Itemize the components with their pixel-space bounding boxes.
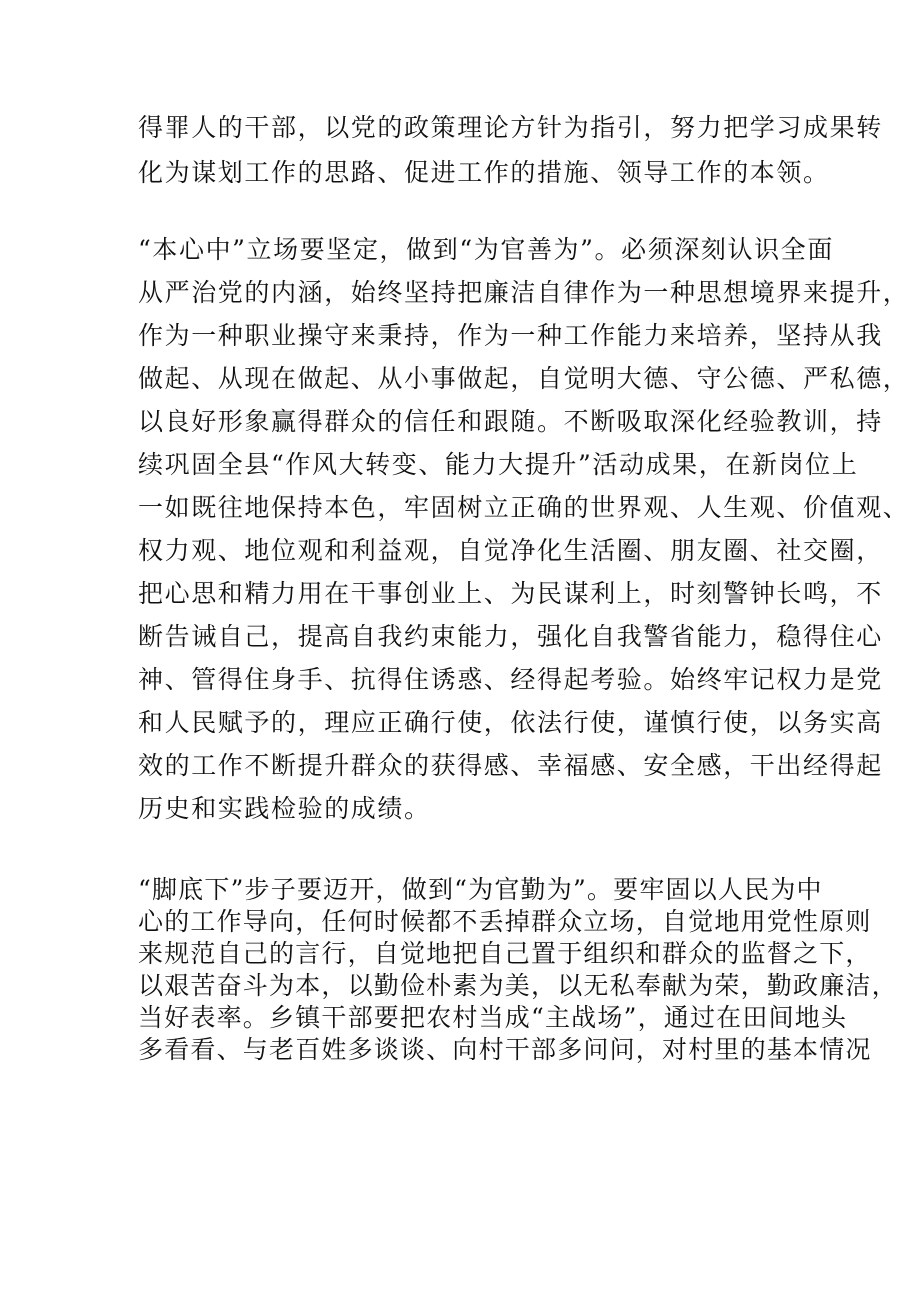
text-line: 以艰苦奋斗为本，以勤俭朴素为美，以无私奉献为荣，勤政廉洁，: [138, 971, 898, 1000]
text-line: 神、管得住身手、抗得住诱惑、经得起考验。始终牢记权力是党: [138, 665, 883, 694]
text-line: 得罪人的干部，以党的政策理论方针为指引，努力把学习成果转: [138, 113, 883, 142]
text-line: 一如既往地保持本色，牢固树立正确的世界观、人生观、价值观、: [138, 493, 910, 522]
text-line: 作为一种职业操守来秉持，作为一种工作能力来培养，坚持从我: [138, 321, 883, 350]
text-line: 把心思和精力用在干事创业上、为民谋利上，时刻警钟长鸣，不: [138, 579, 883, 608]
text-line: “本心中”立场要坚定，做到“为官善为”。必须深刻认识全面: [138, 235, 834, 264]
text-line: 来规范自己的言行，自觉地把自己置于组织和群众的监督之下，: [138, 939, 872, 968]
text-line: 当好表率。乡镇干部要把农村当成“主战场”，通过在田间地头: [138, 1003, 848, 1032]
text-line: 效的工作不断提升群众的获得感、幸福感、安全感，干出经得起: [138, 751, 883, 780]
text-line: 多看看、与老百姓多谈谈、向村干部多问问，对村里的基本情况: [138, 1035, 872, 1064]
text-line: 续巩固全县“作风大转变、能力大提升”活动成果，在新岗位上: [138, 450, 859, 479]
text-line: 以良好形象赢得群众的信任和跟随。不断吸取深化经验教训，持: [138, 407, 883, 436]
text-line: 从严治党的内涵，始终坚持把廉洁自律作为一种思想境界来提升，: [138, 278, 910, 307]
text-line: 历史和实践检验的成绩。: [138, 794, 431, 823]
text-line: 做起、从现在做起、从小事做起，自觉明大德、守公德、严私德，: [138, 364, 910, 393]
text-line: 断告诫自己，提高自我约束能力，强化自我警省能力，稳得住心: [138, 622, 883, 651]
text-line: “脚底下”步子要迈开，做到“为官勤为”。要牢固以人民为中: [138, 875, 823, 904]
text-line: 和人民赋予的，理应正确行使，依法行使，谨慎行使，以务实高: [138, 708, 883, 737]
text-line: 化为谋划工作的思路、促进工作的措施、领导工作的本领。: [138, 158, 830, 187]
text-line: 权力观、地位观和利益观，自觉净化生活圈、朋友圈、社交圈，: [138, 536, 883, 565]
text-line: 心的工作导向，任何时候都不丢掉群众立场，自觉地用党性原则: [138, 907, 872, 936]
